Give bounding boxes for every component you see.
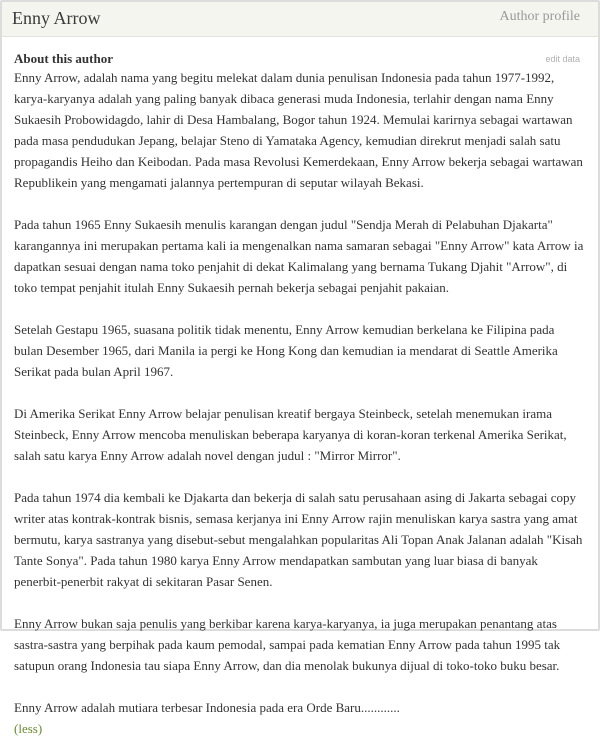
bio-paragraph: Enny Arrow bukan saja penulis yang berkibar karena karya-karyanya, ia juga merupakan penantang atas sastra-sastra yang berpihak pada kaum pemodal, sampai pada kematian Enny Arrow pada tahun 1995 tak satupun orang Indonesia tau siapa Enny Arrow, dan dia menolak bukunya dijual di toko-toko buku besar. bbox=[14, 616, 561, 673]
bio-paragraph: Pada tahun 1974 dia kembali ke Djakarta dan bekerja di salah satu perusahaan asing di Jakarta sebagai copy writer atas kontrak-kontrak bisnis, semasa kerjanya ini Enny Arrow rajin menuliskan karya sastra yang amat bermutu, karya sastranya yang disebut-sebut mengalahkan popularitas Ali Topan Anak Jalanan adalah "Kisah Tante Sonya". Pada tahun 1980 karya Enny Arrow mendapatkan sambutan yang luar biasa di banyak penerbit-penerbit rakyat di sekitaran Pasar Senen. bbox=[14, 490, 583, 589]
bio-paragraph: Enny Arrow, adalah nama yang begitu melekat dalam dunia penulisan Indonesia pada tahun 1977-1992, karya-karyanya adalah yang paling banyak dibaca generasi muda Indonesia, terlahir dengan nama Enny Sukaesih Probowidagdo, lahir di Desa Hambalang, Bogor tahun 1924. Memulai karirnya sebagai wartawan pada masa pendudukan Jepang, belajar Steno di Yamataka Agency, kemudian direkrut menjadi salah satu propagandis Heiho dan Keibodan. Pada masa Revolusi Kemerdekaan, Enny Arrow bekerja sebagai wartawan Republikein yang mengamati jalannya pertempuran di seputar wilayah Bekasi. bbox=[14, 70, 583, 190]
author-profile-label: Author profile bbox=[499, 9, 580, 24]
about-section bbox=[2, 37, 598, 739]
about-title: About this author bbox=[14, 51, 113, 66]
profile-header bbox=[2, 2, 598, 37]
bio-paragraph: Di Amerika Serikat Enny Arrow belajar penulisan kreatif bergaya Steinbeck, setelah menemukan irama Steinbeck, Enny Arrow mencoba menuliskan beberapa karyanya di koran-koran terkenal Amerika Serikat, salah satu karya Enny Arrow adalah novel dengan judul : "Mirror Mirror". bbox=[14, 406, 567, 463]
bio-paragraph: Enny Arrow adalah mutiara terbesar Indonesia pada era Orde Baru............ bbox=[14, 700, 400, 715]
edit-data-link[interactable]: edit data bbox=[545, 54, 580, 64]
less-toggle-link[interactable]: (less) bbox=[14, 721, 43, 736]
bio-paragraph: Pada tahun 1965 Enny Sukaesih menulis karangan dengan judul "Sendja Merah di Pelabuhan Djakarta" karangannya ini merupakan pertama kali ia mengenalkan nama samaran sebagai "Enny Arrow" kata Arrow ia dapatkan sesuai dengan nama toko penjahit di dekat Kalimalang yang bernama Tukang Djahit "Arrow", di toko tempat penjahit itulah Enny Sukaesih pernah bekerja sebagai penjahit pakaian. bbox=[14, 217, 584, 295]
author-name[interactable]: Enny Arrow bbox=[12, 8, 101, 28]
about-title-row bbox=[14, 51, 586, 67]
bio-paragraph: Setelah Gestapu 1965, suasana politik tidak menentu, Enny Arrow kemudian berkelana ke Filipina pada bulan Desember 1965, dari Manila ia pergi ke Hong Kong dan kemudian ia mendarat di Seattle Amerika Serikat pada bulan April 1967. bbox=[14, 322, 558, 379]
